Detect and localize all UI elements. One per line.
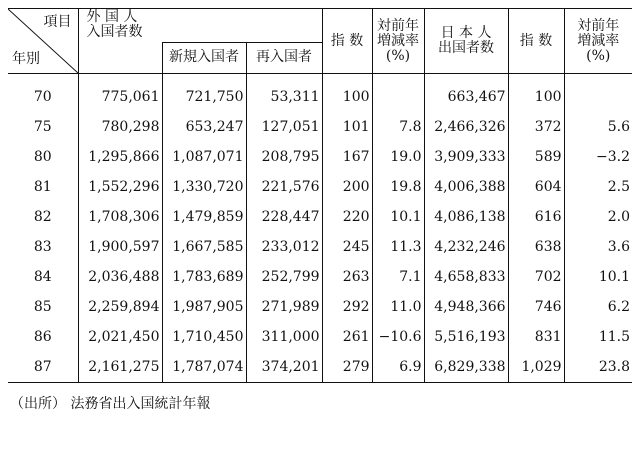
new-entrants-cell: 1,330,720	[162, 172, 246, 202]
japanese-departures-cell: 4,232,246	[424, 232, 508, 262]
yoy-change-cell: 7.8	[372, 112, 424, 142]
index2-cell: 746	[508, 292, 564, 322]
header-corner-cell	[8, 9, 78, 74]
new-entrants-cell: 1,787,074	[162, 352, 246, 383]
new-entrants-cell: 1,667,585	[162, 232, 246, 262]
yoy-change2-header: 対前年 増減率 (%)	[564, 9, 632, 74]
japanese-departures-cell: 4,658,833	[424, 262, 508, 292]
yoy-change-cell: 19.8	[372, 172, 424, 202]
reentrants-cell: 221,576	[246, 172, 322, 202]
index-cell: 245	[322, 232, 372, 262]
japanese-departures-cell: 4,086,138	[424, 202, 508, 232]
index-cell: 167	[322, 142, 372, 172]
foreign-total-subcell	[78, 42, 162, 73]
yoy-change-cell: −10.6	[372, 322, 424, 352]
index2-cell: 616	[508, 202, 564, 232]
table-row	[8, 142, 632, 172]
new-entrants-cell: 653,247	[162, 112, 246, 142]
statistics-document	[8, 8, 632, 413]
index2-cell: 831	[508, 322, 564, 352]
table-row	[8, 74, 632, 113]
foreign-entrants-header	[78, 9, 322, 43]
new-entrants-cell: 1,479,859	[162, 202, 246, 232]
table-row	[8, 292, 632, 322]
japanese-departures-cell: 4,006,388	[424, 172, 508, 202]
new-entrants-cell: 1,710,450	[162, 322, 246, 352]
table-row	[8, 172, 632, 202]
index-cell: 261	[322, 322, 372, 352]
yoy-change-cell	[372, 74, 424, 113]
foreign-entrants-cell: 2,259,894	[78, 292, 162, 322]
yoy-change2-cell: 5.6	[564, 112, 632, 142]
year-label: 年別	[12, 51, 40, 67]
japanese-departures-cell: 6,829,338	[424, 352, 508, 383]
year-cell: 70	[33, 89, 52, 105]
table-body	[8, 74, 632, 383]
index2-cell: 702	[508, 262, 564, 292]
foreign-entrants-cell: 1,552,296	[78, 172, 162, 202]
reentrants-cell: 233,012	[246, 232, 322, 262]
yoy-change2-cell: 23.8	[564, 352, 632, 383]
yoy-change-cell: 19.0	[372, 142, 424, 172]
immigration-table	[8, 8, 632, 383]
year-cell: 87	[33, 359, 52, 375]
index-cell: 220	[322, 202, 372, 232]
foreign-entrants-cell: 1,295,866	[78, 142, 162, 172]
yoy-change-cell: 11.3	[372, 232, 424, 262]
table-row	[8, 112, 632, 142]
reentrants-cell: 252,799	[246, 262, 322, 292]
new-entrants-cell: 1,087,071	[162, 142, 246, 172]
item-label: 項目	[43, 14, 72, 30]
year-cell: 82	[33, 209, 52, 225]
foreign-entrants-cell: 1,900,597	[78, 232, 162, 262]
index2-header: 指 数	[508, 9, 564, 74]
index2-cell: 638	[508, 232, 564, 262]
index2-cell: 604	[508, 172, 564, 202]
foreign-entrants-label: 外 国 人 入国者数	[86, 9, 143, 41]
foreign-entrants-cell: 1,708,306	[78, 202, 162, 232]
index2-cell: 100	[508, 74, 564, 113]
yoy-change2-cell: 10.1	[564, 262, 632, 292]
yoy-change2-cell: −3.2	[564, 142, 632, 172]
new-entrants-cell: 1,783,689	[162, 262, 246, 292]
japanese-departures-cell: 3,909,333	[424, 142, 508, 172]
foreign-entrants-cell: 2,161,275	[78, 352, 162, 383]
index2-cell: 372	[508, 112, 564, 142]
year-cell: 75	[33, 119, 52, 135]
index-cell: 263	[322, 262, 372, 292]
index-cell: 279	[322, 352, 372, 383]
new-entrants-cell: 721,750	[162, 74, 246, 113]
reentrants-cell: 374,201	[246, 352, 322, 383]
reentrants-cell: 271,989	[246, 292, 322, 322]
year-cell: 83	[33, 239, 52, 255]
new-entrants-header: 新規入国者	[162, 42, 246, 73]
yoy-change2-cell: 3.6	[564, 232, 632, 262]
table-row	[8, 352, 632, 383]
yoy-change2-cell: 2.5	[564, 172, 632, 202]
index-header: 指 数	[322, 9, 372, 74]
yoy-change-cell: 7.1	[372, 262, 424, 292]
reentrants-header: 再入国者	[246, 42, 322, 73]
table-row	[8, 322, 632, 352]
year-cell: 81	[33, 179, 52, 195]
year-cell: 86	[33, 329, 52, 345]
foreign-entrants-cell: 780,298	[78, 112, 162, 142]
reentrants-cell: 228,447	[246, 202, 322, 232]
reentrants-cell: 208,795	[246, 142, 322, 172]
yoy-change2-cell	[564, 74, 632, 113]
yoy-change-header: 対前年 増減率 (%)	[372, 9, 424, 74]
year-cell: 84	[33, 269, 52, 285]
yoy-change2-cell: 2.0	[564, 202, 632, 232]
japanese-departures-header: 日 本 人 出国者数	[424, 9, 508, 74]
table-row	[8, 262, 632, 292]
table-row	[8, 232, 632, 262]
yoy-change-cell: 6.9	[372, 352, 424, 383]
year-cell: 85	[33, 299, 52, 315]
yoy-change2-cell: 6.2	[564, 292, 632, 322]
reentrants-cell: 127,051	[246, 112, 322, 142]
foreign-entrants-cell: 2,036,488	[78, 262, 162, 292]
index-cell: 200	[322, 172, 372, 202]
index-cell: 100	[322, 74, 372, 113]
yoy-change-cell: 10.1	[372, 202, 424, 232]
index-cell: 292	[322, 292, 372, 322]
index-cell: 101	[322, 112, 372, 142]
index2-cell: 1,029	[508, 352, 564, 383]
reentrants-cell: 53,311	[246, 74, 322, 113]
foreign-entrants-cell: 775,061	[78, 74, 162, 113]
source-note: （出所） 法務省出入国統計年報	[10, 396, 211, 412]
index2-cell: 589	[508, 142, 564, 172]
foreign-entrants-cell: 2,021,450	[78, 322, 162, 352]
year-cell: 80	[33, 149, 52, 165]
yoy-change2-cell: 11.5	[564, 322, 632, 352]
japanese-departures-cell: 4,948,366	[424, 292, 508, 322]
new-entrants-cell: 1,987,905	[162, 292, 246, 322]
reentrants-cell: 311,000	[246, 322, 322, 352]
japanese-departures-cell: 5,516,193	[424, 322, 508, 352]
yoy-change-cell: 11.0	[372, 292, 424, 322]
japanese-departures-cell: 663,467	[424, 74, 508, 113]
japanese-departures-cell: 2,466,326	[424, 112, 508, 142]
table-row	[8, 202, 632, 232]
